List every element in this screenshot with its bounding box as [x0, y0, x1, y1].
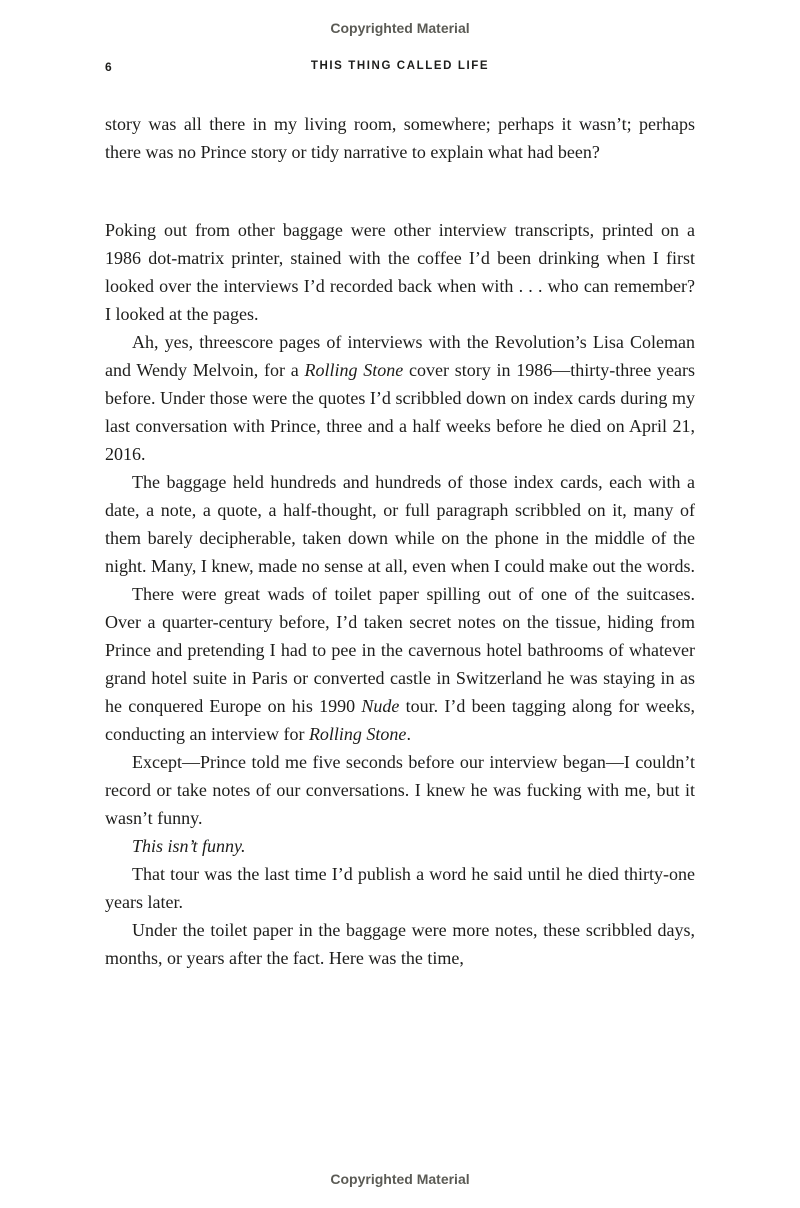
paragraph-toilet-paper — [105, 580, 695, 748]
running-header — [105, 60, 695, 72]
body-text — [105, 110, 695, 972]
paragraph-ah-yes — [105, 328, 695, 468]
paragraph-continuation: story was all there in my living room, somewhere; perhaps it wasn’t; perhaps there was no Prince story or tidy narrative to explain what had been? — [105, 114, 695, 162]
text-run: There were great wads of toilet paper spilling out of one of the suitcases. Over a quarter-century before, I’d taken secret notes on the tissue, hiding from Prince and pretending I had to pee in the cavernous hotel bathrooms of whatever grand hotel suite in Paris or converted castle in Switzerland he was staying in as he conquered Europe on his 1990 — [105, 584, 695, 716]
italic-sentence: This isn’t funny. — [132, 836, 246, 856]
italic-title: Nude — [361, 696, 400, 716]
paragraph-that-tour: That tour was the last time I’d publish a word he said until he died thirty-one years later. — [105, 864, 695, 912]
text-run: Ah, yes, threescore pages of interviews with the Revolution’s Lisa Coleman and Wendy Melvoin, for a — [105, 332, 695, 380]
italic-title: Rolling Stone — [304, 360, 404, 380]
page-number: 6 — [105, 60, 113, 74]
paragraph-this-isnt-funny — [105, 832, 695, 860]
paragraph-poking-out: Poking out from other baggage were other interview transcripts, printed on a 1986 dot-matrix printer, stained with the coffee I’d been drinking when I first looked over the interviews I’d recorded back when with . . . who can remember? I looked at the pages. — [105, 220, 695, 324]
text-run: . — [406, 724, 411, 744]
copyright-notice-top: Copyrighted Material — [330, 20, 470, 36]
italic-title: Rolling Stone — [308, 724, 407, 744]
paragraph-baggage-held: The baggage held hundreds and hundreds of those index cards, each with a date, a note, a quote, a half-thought, or full paragraph scribbled on it, many of them barely decipherable, taken down while on the phone in the middle of the night. Many, I knew, made no sense at all, even when I could make out the words. — [105, 472, 696, 576]
copyright-notice-bottom: Copyrighted Material — [330, 1171, 470, 1187]
text-run: tour. I’d been tagging along for weeks, conducting an interview for — [105, 696, 696, 744]
paragraph-under-toilet-paper: Under the toilet paper in the baggage were more notes, these scribbled days, months, or years after the fact. Here was the time, — [105, 920, 695, 968]
paragraph-except: Except—Prince told me five seconds before our interview began—I couldn’t record or take notes of our conversations. I knew he was fucking with me, but it wasn’t funny. — [105, 752, 695, 828]
section-break — [105, 166, 695, 216]
text-run: cover story in 1986—thirty-three years before. Under those were the quotes I’d scribbled down on index cards during my last conversation with Prince, three and a half weeks before he died on April 21, 2016. — [105, 360, 695, 464]
chapter-running-title: THIS THING CALLED LIFE — [310, 60, 490, 72]
